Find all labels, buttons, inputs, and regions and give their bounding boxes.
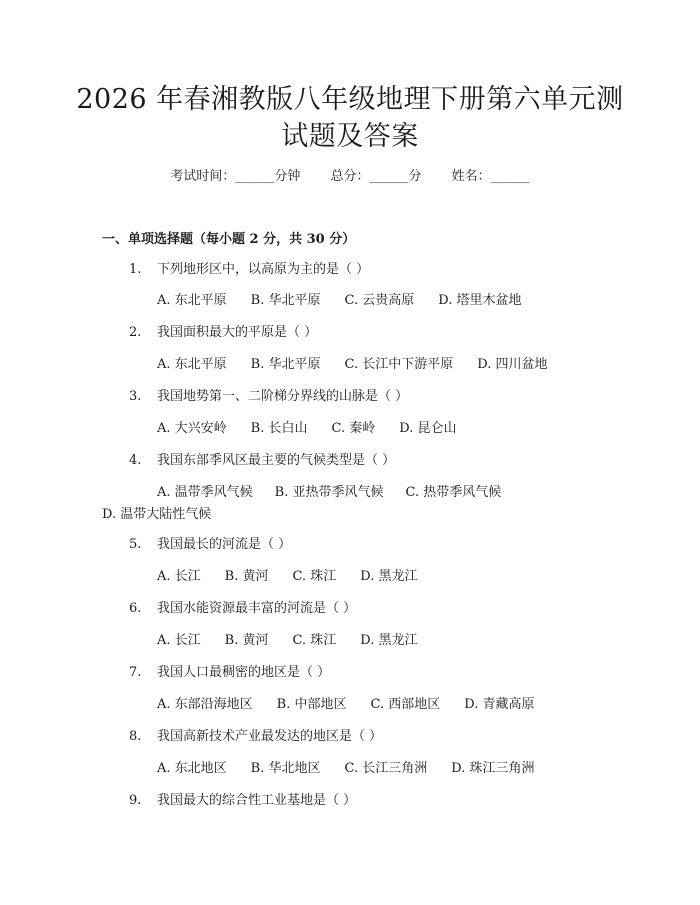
option-c: C. 秦岭 bbox=[331, 421, 376, 436]
question-8-options bbox=[157, 759, 558, 779]
exam-time: 考试时间：______分钟 bbox=[170, 169, 301, 184]
option-d: D. 四川盆地 bbox=[477, 357, 548, 372]
option-d: D. 塔里木盆地 bbox=[438, 293, 522, 308]
exam-info bbox=[0, 167, 700, 187]
question-4-options bbox=[102, 482, 598, 526]
option-d: D. 温带大陆性气候 bbox=[102, 507, 212, 522]
question-7 bbox=[129, 663, 330, 683]
exam-total-score: 总分：______分 bbox=[330, 169, 422, 184]
question-text: 我国最大的综合性工业基地是（ ） bbox=[157, 793, 357, 808]
option-d: D. 珠江三角洲 bbox=[451, 761, 535, 776]
question-7-options bbox=[157, 695, 558, 715]
option-c: C. 热带季风气候 bbox=[405, 485, 502, 500]
question-5-options bbox=[157, 567, 441, 587]
question-number: 4. bbox=[129, 453, 142, 468]
question-1 bbox=[129, 260, 369, 280]
option-a: A. 大兴安岭 bbox=[157, 421, 227, 436]
question-8 bbox=[129, 727, 382, 747]
option-c: C. 珠江 bbox=[292, 633, 337, 648]
option-c: C. 长江中下游平原 bbox=[344, 357, 454, 372]
option-d: D. 昆仑山 bbox=[399, 421, 457, 436]
option-a: A. 东北地区 bbox=[157, 761, 227, 776]
question-text: 我国东部季风区最主要的气候类型是（ ） bbox=[157, 453, 396, 468]
question-text: 我国高新技术产业最发达的地区是（ ） bbox=[157, 729, 383, 744]
page-title-line-2: 试题及答案 bbox=[281, 121, 419, 152]
option-b: B. 华北平原 bbox=[250, 357, 321, 372]
question-number: 5. bbox=[129, 537, 142, 552]
question-number: 1. bbox=[129, 262, 142, 277]
option-b: B. 黄河 bbox=[224, 633, 269, 648]
question-text: 我国地势第一、二阶梯分界线的山脉是（ ） bbox=[157, 389, 409, 404]
option-b: B. 长白山 bbox=[250, 421, 308, 436]
option-d: D. 青藏高原 bbox=[464, 697, 535, 712]
question-number: 8. bbox=[129, 729, 142, 744]
option-b: B. 中部地区 bbox=[276, 697, 347, 712]
option-c: C. 珠江 bbox=[292, 569, 337, 584]
page-title-line-1: 2026 年春湘教版八年级地理下册第六单元测 bbox=[76, 84, 624, 115]
question-number: 2. bbox=[129, 325, 142, 340]
option-c: C. 云贵高原 bbox=[344, 293, 415, 308]
option-a: A. 东北平原 bbox=[157, 293, 227, 308]
option-b: B. 华北地区 bbox=[250, 761, 321, 776]
option-a: A. 温带季风气候 bbox=[157, 485, 253, 500]
question-number: 6. bbox=[129, 601, 142, 616]
option-d: D. 黑龙江 bbox=[360, 569, 418, 584]
question-text: 下列地形区中，以高原为主的是（ ） bbox=[157, 262, 370, 277]
question-6-options bbox=[157, 631, 441, 651]
question-text: 我国面积最大的平原是（ ） bbox=[157, 325, 318, 340]
option-a: A. 东部沿海地区 bbox=[157, 697, 253, 712]
question-2-options bbox=[157, 355, 571, 375]
option-b: B. 华北平原 bbox=[250, 293, 321, 308]
section-heading: 一、单项选择题（每小题 2 分，共 30 分） bbox=[102, 232, 356, 247]
option-d: D. 黑龙江 bbox=[360, 633, 418, 648]
question-3 bbox=[129, 387, 408, 407]
option-b: B. 亚热带季风气候 bbox=[274, 485, 384, 500]
option-a: A. 长江 bbox=[157, 633, 201, 648]
question-text: 我国水能资源最丰富的河流是（ ） bbox=[157, 601, 357, 616]
question-5 bbox=[129, 535, 291, 555]
question-1-options bbox=[157, 291, 545, 311]
option-c: C. 西部地区 bbox=[370, 697, 441, 712]
option-a: A. 长江 bbox=[157, 569, 201, 584]
option-b: B. 黄河 bbox=[224, 569, 269, 584]
question-3-options bbox=[157, 419, 480, 439]
option-a: A. 东北平原 bbox=[157, 357, 227, 372]
question-4 bbox=[129, 451, 395, 471]
question-number: 3. bbox=[129, 389, 142, 404]
option-c: C. 长江三角洲 bbox=[344, 761, 428, 776]
question-text: 我国人口最稠密的地区是（ ） bbox=[157, 665, 331, 680]
question-number: 7. bbox=[129, 665, 142, 680]
student-name: 姓名：______ bbox=[451, 169, 530, 184]
question-2 bbox=[129, 323, 317, 343]
question-6 bbox=[129, 599, 356, 619]
question-text: 我国最长的河流是（ ） bbox=[157, 537, 292, 552]
question-9 bbox=[129, 791, 356, 811]
question-number: 9. bbox=[129, 793, 142, 808]
